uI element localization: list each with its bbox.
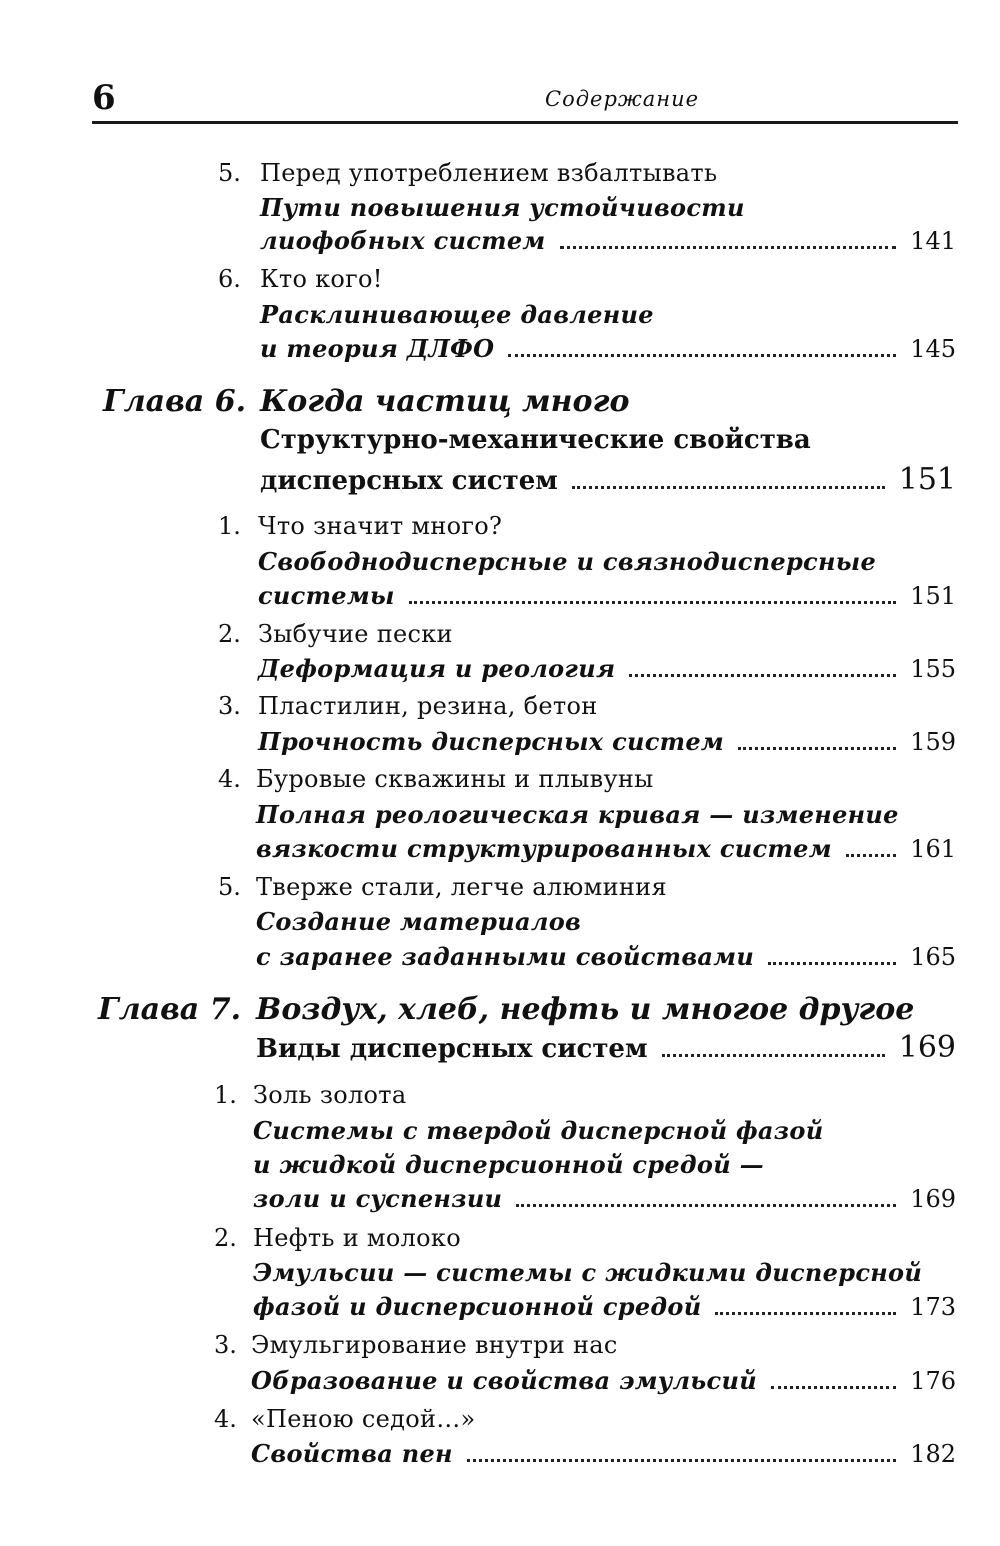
toc-entry-number: 3.	[218, 692, 241, 720]
toc-entry-leader-row	[258, 654, 956, 688]
chapter-title: Воздух, хлеб, нефть и многое другое	[256, 992, 915, 1027]
dot-leader	[516, 1204, 896, 1207]
toc-entry-number: 5.	[218, 159, 241, 187]
toc-entry-subtitle: и теория ДЛФО	[260, 334, 495, 363]
chapter-subtitle: Виды дисперсных систем	[256, 1034, 648, 1064]
toc-entry-leader-row	[256, 942, 956, 976]
toc-entry-title: Эмульгирование внутри нас	[251, 1331, 618, 1359]
page-ref: 182	[910, 1440, 956, 1468]
toc-entry-subtitle: Образование и свойства эмульсий	[251, 1366, 757, 1395]
toc-entry-leader-row	[260, 334, 956, 368]
toc-entry-title: Что значит много?	[258, 512, 503, 540]
dot-leader	[572, 486, 885, 489]
page-ref: 159	[910, 728, 956, 756]
toc-entry-title: Перед употреблением взбалтывать	[260, 159, 718, 187]
toc-entry-subtitle: Свойства пен	[251, 1439, 453, 1468]
toc-entry-number: 4.	[218, 765, 241, 793]
page-ref: 176	[910, 1367, 956, 1395]
toc-entry-subtitle: Пути повышения устойчивости	[260, 193, 745, 222]
toc-entry-subtitle: с заранее заданными свойствами	[256, 942, 755, 971]
chapter-leader-row	[256, 1030, 956, 1070]
toc-entry-subtitle: Расклинивающее давление	[260, 300, 654, 329]
toc-entry-subtitle: фазой и дисперсионной средой	[253, 1292, 702, 1321]
chapter-label: Глава 7.	[98, 992, 242, 1027]
header-rule	[92, 121, 958, 124]
toc-entry-subtitle: вязкости структурированных систем	[256, 834, 832, 863]
toc-entry-subtitle: и жидкой дисперсионной средой —	[253, 1150, 764, 1179]
dot-leader	[846, 854, 896, 857]
toc-entry-title: Кто кого!	[260, 265, 383, 293]
toc-entry-leader-row	[258, 727, 956, 761]
toc-entry-number: 4.	[214, 1405, 237, 1433]
page-ref: 151	[898, 462, 956, 497]
toc-entry-subtitle: Прочность дисперсных систем	[258, 727, 725, 756]
toc-entry-number: 5.	[218, 873, 241, 901]
page-ref: 161	[910, 835, 956, 863]
toc-entry-leader-row	[251, 1439, 956, 1473]
dot-leader	[662, 1054, 885, 1057]
toc-entry-title: Золь золота	[253, 1081, 407, 1109]
page-ref: 151	[910, 582, 956, 610]
toc-entry-title: Тверже стали, легче алюминия	[256, 873, 667, 901]
toc-entry-subtitle: лиофобных систем	[260, 226, 546, 255]
dot-leader	[715, 1312, 896, 1315]
toc-entry-leader-row	[258, 581, 956, 615]
page-ref: 155	[910, 655, 956, 683]
toc-entry-number: 2.	[214, 1224, 237, 1252]
page-header	[92, 78, 958, 124]
toc-entry-number: 6.	[218, 265, 241, 293]
toc-entry-subtitle: Создание материалов	[256, 907, 582, 936]
chapter-subtitle: Структурно-механические свойства	[260, 425, 811, 455]
page-ref: 141	[910, 227, 956, 255]
toc-entry-title: «Пеною седой…»	[251, 1405, 476, 1433]
toc-entry-number: 3.	[214, 1331, 237, 1359]
toc-entry-leader-row	[256, 834, 956, 868]
toc-entry-subtitle: Полная реологическая кривая — изменение	[256, 800, 899, 829]
chapter-title: Когда частиц много	[260, 384, 630, 419]
toc-entry-subtitle: Деформация и реология	[258, 654, 616, 683]
page-ref: 145	[910, 335, 956, 363]
running-title: Содержание	[545, 87, 700, 111]
toc-entry-subtitle: Свободнодисперсные и связнодисперсные	[258, 547, 877, 576]
toc-entry-title: Зыбучие пески	[258, 620, 453, 648]
dot-leader	[768, 962, 896, 965]
page-ref: 169	[898, 1030, 956, 1065]
dot-leader	[508, 354, 896, 357]
toc-entry-number: 2.	[218, 620, 241, 648]
toc-entry-subtitle: Системы с твердой дисперсной фазой	[253, 1116, 824, 1145]
page-ref: 165	[910, 943, 956, 971]
chapter-label: Глава 6.	[103, 384, 247, 419]
toc-entry-subtitle: золи и суспензии	[253, 1184, 503, 1213]
toc-entry-title: Буровые скважины и плывуны	[256, 765, 654, 793]
toc-entry-title: Пластилин, резина, бетон	[258, 692, 598, 720]
toc-entry-subtitle: Эмульсии — системы с жидкими дисперсной	[253, 1258, 923, 1287]
dot-leader	[771, 1386, 896, 1389]
toc-entry-leader-row	[253, 1184, 956, 1218]
chapter-leader-row	[260, 462, 956, 502]
page-ref: 169	[910, 1185, 956, 1213]
toc-entry-leader-row	[251, 1366, 956, 1400]
toc-entry-number: 1.	[218, 512, 241, 540]
dot-leader	[629, 674, 896, 677]
dot-leader	[738, 747, 896, 750]
chapter-subtitle: дисперсных систем	[260, 466, 558, 496]
dot-leader	[409, 601, 897, 604]
toc-entry-subtitle: системы	[258, 581, 395, 610]
page-number: 6	[92, 78, 116, 118]
toc-entry-number: 1.	[214, 1081, 237, 1109]
toc-entry-title: Нефть и молоко	[253, 1224, 461, 1252]
toc-entry-leader-row	[260, 226, 956, 260]
dot-leader	[467, 1459, 896, 1462]
toc-entry-leader-row	[253, 1292, 956, 1326]
dot-leader	[560, 246, 897, 249]
page-ref: 173	[910, 1293, 956, 1321]
